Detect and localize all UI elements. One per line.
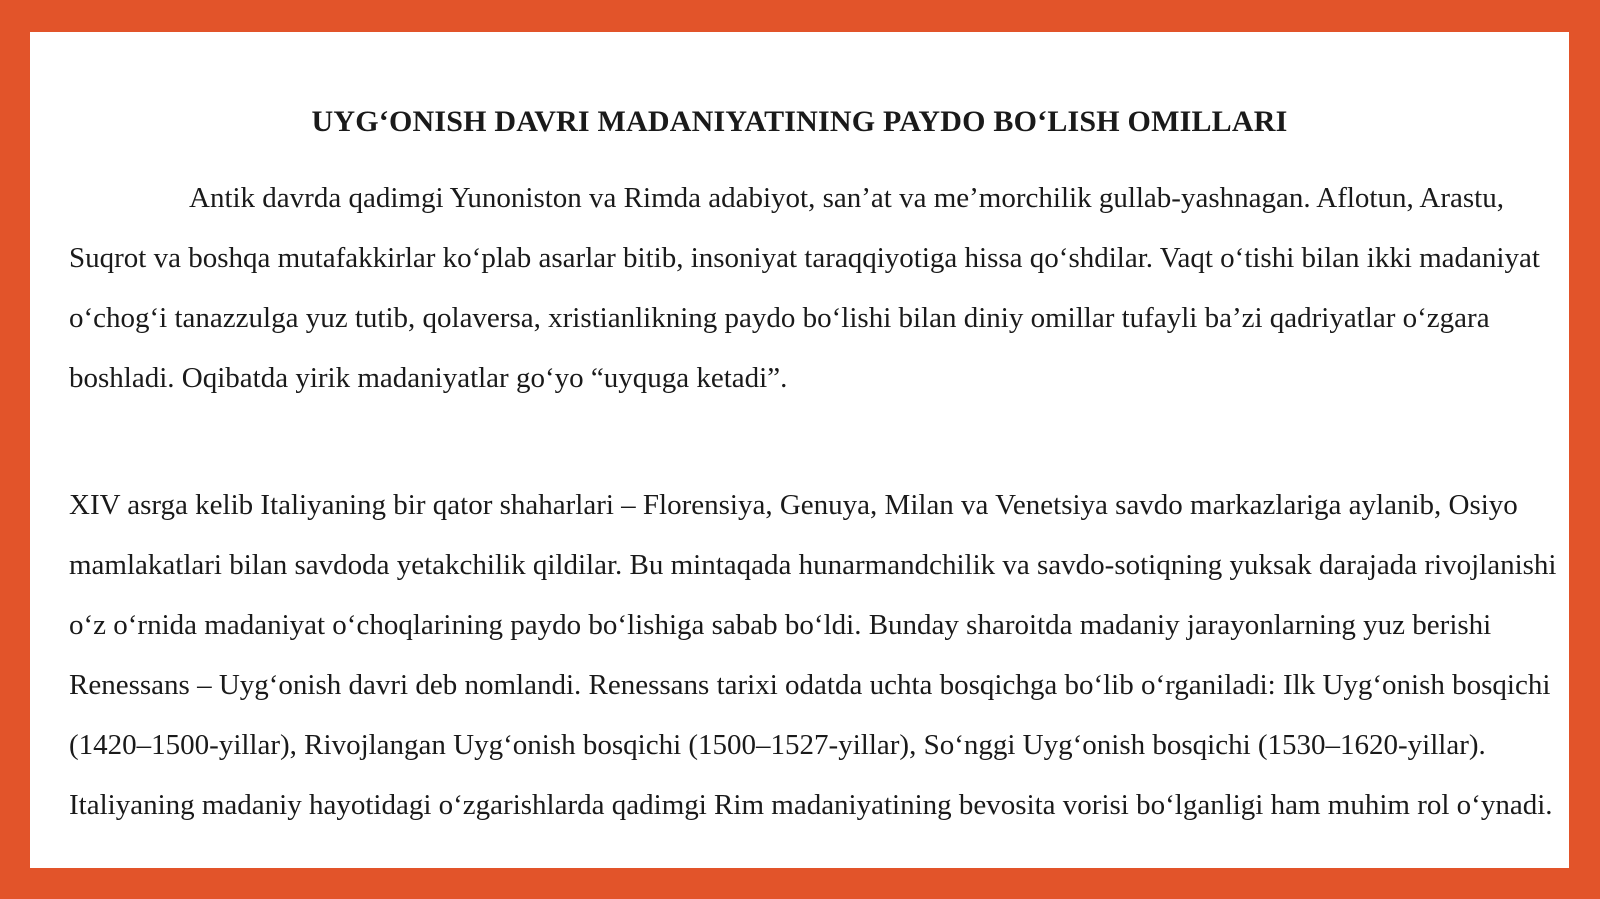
paragraph-antiquity: Antik davrda qadimgi Yunoniston va Rimda adabiyot, san’at va me’morchilik gullab-yashnagan. Aflotun, Arastu, Suqrot va boshqa mutafakkirlar ko‘plab asarlar bitib, insoniyat taraqqiyotiga hissa qo‘shdilar. Vaqt o‘tishi bilan ikki madaniyat o‘chog‘i tanazzulga yuz tutib, qolaversa, xristianlikning paydo bo‘lishi bilan diniy omillar tufayli ba’zi qadriyatlar o‘zgara boshladi. Oqibatda yirik madaniyatlar go‘yo “uyquga ketadi”. bbox=[69, 182, 1540, 394]
paragraph-renaissance-italy: XIV asrga kelib Italiyaning bir qator shaharlari – Florensiya, Genuya, Milan va Venetsiya savdo markazlariga aylanib, Osiyo mamlakatlari bilan savdoda yetakchilik qildilar. Bu mintaqada hunarmandchilik va savdo-sotiqning yuksak darajada rivojlanishi o‘z o‘rnida madaniyat o‘choqlarining paydo bo‘lishiga sabab bo‘ldi. Bunday sharoitda madaniy jarayonlarning yuz berishi Renessans – Uyg‘onish davri deb nomlandi. Renessans tarixi odatda uchta bosqichga bo‘lib o‘rganiladi: Ilk Uyg‘onish bosqichi (1420–1500-yillar), Rivojlangan Uyg‘onish bosqichi (1500–1527-yillar), So‘nggi Uyg‘onish bosqichi (1530–1620-yillar). Italiyaning madaniy hayotidagi o‘zgarishlarda qadimgi Rim madaniyatining bevosita vorisi bo‘lganligi ham muhim rol o‘ynadi. bbox=[69, 489, 1557, 821]
slide-title: UYG‘ONISH DAVRI MADANIYATINING PAYDO BO‘LISH OMILLARI bbox=[311, 105, 1288, 138]
slide-page bbox=[30, 32, 1569, 868]
